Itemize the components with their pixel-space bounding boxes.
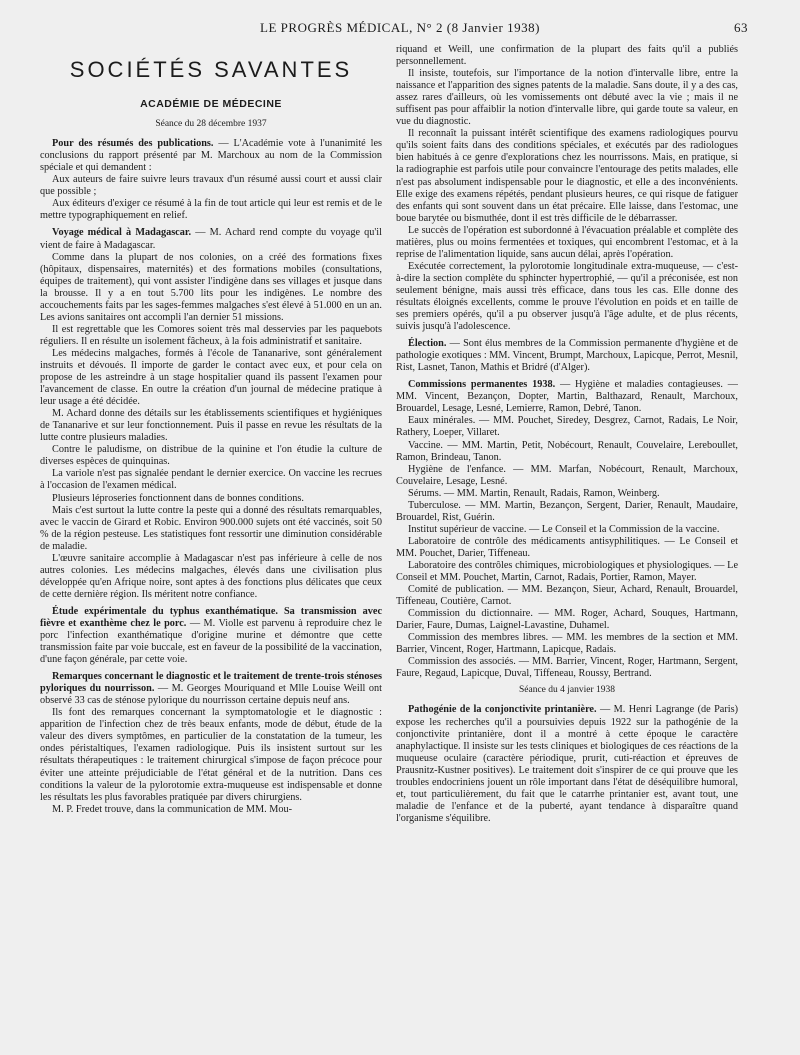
paragraph: Laboratoire de contrôle des médicaments antisyphilitiques. — Le Conseil et MM. Pouchet, Darier, Tiffeneau. (396, 535, 738, 559)
paragraph (396, 338, 738, 374)
item-heading: Voyage médical à Madagascar. (52, 227, 192, 239)
paragraph: Aux éditeurs d'exiger ce résumé à la fin de tout article qui leur est remis et de le mettre typographiquement en relief. (40, 198, 382, 222)
paragraph (40, 227, 382, 251)
paragraph (40, 138, 382, 174)
paragraph: La variole n'est pas signalée pendant le dernier exercice. On vaccine les recrues à l'occasion de l'examen médical. (40, 468, 382, 492)
paragraph: Commission des membres libres. — MM. les membres de la section et MM. Barrier, Vincent, Roger, Hartmann, Lapicque, Radais. (396, 632, 738, 656)
paragraph (40, 606, 382, 666)
paragraph: M. Achard donne des détails sur les établissements scientifiques et hygiéniques de Tananarive et sur leur fonctionnement. Puis il passe en revue les résultats de la lutte contre plusieurs maladies. (40, 408, 382, 444)
paragraph: Institut supérieur de vaccine. — Le Conseil et la Commission de la vaccine. (408, 523, 720, 535)
paragraph: Sérums. — MM. Martin, Renault, Radais, Ramon, Weinberg. (408, 487, 660, 499)
item-text: — M. Georges Mouriquand et Mlle Louise Weill ont observé 33 cas de sténose pylorique du nourrisson certaine depuis neuf ans. (40, 683, 382, 707)
paragraph: Le succès de l'opération est subordonné à l'évacuation préalable et complète des matières, plus ou moins fermentées et toxiques, qui encombrent l'estomac, et à la reprise de l'alimentation liquide, sans aucun délai, après l'opération. (396, 224, 738, 260)
paragraph: Les médecins malgaches, formés à l'école de Tananarive, sont généralement instruits et dévoués. Il importe de garder le contact avec eux, et pour cela on propose de les astreindre à un stage hospitalier quand ils passent l'examen pour l'avancement de classe. En outre la création d'un journal de médecine pratique à leur usage a été décidée. (40, 347, 382, 408)
item-heading: Élection. (408, 338, 447, 350)
paragraph: Contre le paludisme, on distribue de la quinine et l'on étudie la culture de diverses espèces de quinquinas. (40, 444, 382, 468)
paragraph: Comité de publication. — MM. Bezançon, Sieur, Achard, Renault, Brouardel, Tiffeneau, Coutière, Carnot. (396, 584, 738, 608)
paragraph (396, 704, 738, 824)
item-heading: Remarques concernant le diagnostic et le traitement de trente-trois sténoses pyloriques du nourrisson. (40, 671, 382, 695)
item-text: — L'Académie vote à l'unanimité les conclusions du rapport présenté par M. Marchoux au nom de la Commission spéciale et qui demandent : (40, 138, 382, 174)
item-heading: Commissions permanentes 1938. (408, 379, 556, 391)
paragraph: Commission du dictionnaire. — MM. Roger, Achard, Souques, Hartmann, Darier, Faure, Dumas, Laignel-Lavastine, Duhamel. (396, 608, 738, 632)
paragraph: riquand et Weill, une confirmation de la plupart des faits qu'il a publiés personnellement. (396, 44, 738, 68)
running-head (0, 20, 800, 38)
paragraph: Plusieurs léproseries fonctionnent dans de bonnes conditions. (52, 492, 304, 504)
paragraph: Ils font des remarques concernant la symptomatologie et le diagnostic : apparition de l'infection chez de très beaux enfants, mode de début, étude de la valeur des divers symptômes, en particulier de la constatation de la tumeur, les ondes péristaltiques, l'examen radiologique. Puis ils insistent surtout sur les résultats thérapeutiques : le traitement chirurgical s'impose de façon précoce pour éviter une atteinte préjudiciable de l'état général et de la nutrition. Dans ces conditions la valeur de la pylorotomie extra-muqueuse est indispensable et donne les résultats les plus favorables pratiquée par divers chirurgiens. (40, 707, 382, 803)
item-text: — M. Achard rend compte du voyage qu'il vient de faire à Madagascar. (40, 227, 382, 251)
paragraph: Hygiène de l'enfance. — MM. Marfan, Nobécourt, Renault, Marchoux, Couvelaire, Lesage, Lesné. (396, 463, 738, 487)
paragraph: Il insiste, toutefois, sur l'importance de la notion d'intervalle libre, entre la naissance et l'apparition des signes patents de la maladie. Sans doute, il y a des cas, assez rares d'ailleurs, où les vomissements ont débuté avec la vie ; mais il ne suffisent pas pour affaiblir la notion d'intervalle libre, qui garde toute sa valeur, en vue du diagnostic. (396, 68, 738, 128)
paragraph: Vaccine. — MM. Martin, Petit, Nobécourt, Renault, Couvelaire, Lereboullet, Ramon, Brindeau, Tanon. (396, 439, 738, 463)
paragraph (396, 379, 738, 415)
paragraph: Il est regrettable que les Comores soient très mal desservies par les paquebots réguliers. Il en résulte un isolement fâcheux, à la fois administratif et sanitaire. (40, 323, 382, 347)
paragraph: Laboratoire des contrôles chimiques, microbiologiques et physiologiques. — Le Conseil et MM. Pouchet, Martin, Carnot, Radais, Portier, Ramon, Mayer. (396, 559, 738, 584)
item-heading: Étude expérimentale du typhus exanthématique. Sa transmission avec fièvre et exanthème chez le porc. (40, 605, 382, 629)
paragraph: Eaux minérales. — MM. Pouchet, Siredey, Desgrez, Carnot, Radais, Le Noir, Rathery, Loeper, Villaret. (396, 415, 738, 439)
paragraph: L'œuvre sanitaire accomplie à Madagascar n'est pas inférieure à celle de nos autres colonies. Les médecins malgaches, élevés dans une civilisation plus développée qu'en Afrique noire, sont aptes à des fonctions plus délicates que ceux de cette dernière région. Ils méritent notre confiance. (40, 552, 382, 600)
paragraph: M. P. Fredet trouve, dans la communication de MM. Mou- (52, 803, 292, 815)
item-heading: Pour des résumés des publications. (52, 138, 214, 150)
right-column (396, 44, 738, 1044)
section-title: SOCIÉTÉS SAVANTES (69, 57, 353, 82)
left-column (40, 46, 382, 1046)
item-text: — Sont élus membres de la Commission permanente d'hygiène et de pathologie exotiques : MM. Vincent, Brumpt, Marchoux, Lapicque, Perrot, Mesnil, Rist, Lasnet, Tanon, Mathis et Bridré (d'Alger). (396, 338, 738, 374)
session-date: Séance du 4 janvier 1938 (518, 685, 616, 696)
item-text: — Hygiène et maladies contagieuses. — MM. Vincent, Bezançon, Dopter, Martin, Balthazard, Renault, Marchoux, Brouardel, Lesage, Lesné, Lemierre, Ramon, Debré, Tanon. (396, 379, 738, 415)
paragraph: Il reconnaît la puissant intérêt scientifique des examens radiologiques pourvu qu'ils soient faits dans des conditions spéciales, et exécutés par des radiologues bien habitués à ce genre d'explorations chez les nourrissons. Mais, en pratique, si la radiographie est parfois utile pour convaincre l'entourage des petits malades, elle n'est pas absolument indispensable pour le diagnostic, et elle a des inconvénients. Elle exige des examens répétés, pendant plusieurs heures, ce qui risque de fatiguer des enfants qui sont souvent dans un état précaire. Elle laisse, dans l'estomac, une boue barytée ou bismuthée, dont il est très difficile de le débarrasser. (396, 128, 738, 224)
academy-heading: ACADÉMIE DE MÉDECINE (140, 98, 282, 111)
item-text: — M. Violle est parvenu à reproduire chez le porc l'infection exanthématique d'origine murine et démontre que cette transmission faite par voie buccale, est en faveur de la possibilité de la vaccination, d'une façon générale, par cette voie. (40, 617, 382, 666)
page-number: 63 (734, 20, 748, 35)
paragraph (40, 671, 382, 707)
paragraph: Comme dans la plupart de nos colonies, on a créé des formations fixes (hôpitaux, dispensaires, maternités) et des formations mobiles (consultations, équipes de traitement), qui vont assister l'indigène dans ses villages et jusque dans la brousse. Il y a en tout 5.700 lits pour les indigènes. Le nombre des accouchements faits par les sages-femmes malgaches s'est élevé à 51.000 en un an. Les avions sanitaires ont accompli l'an dernier 51 missions. (40, 251, 382, 323)
paragraph: Exécutée correctement, la pylorotomie longitudinale extra-muqueuse, — c'est-à-dire la section complète du sphincter hypertrophié, — qu'il a préconisée, est non seulement bénigne, mais aussi très efficace, dans tous les cas. Elle donne des résultats éloignés excellents, comme le prouve l'évolution en poids et en taille de ses premiers opérés, qu'il a pu observer jusqu'à l'âge adulte, et de plus récents, suivis jusqu'à l'adolescence. (396, 260, 738, 333)
running-title: LE PROGRÈS MÉDICAL, N° 2 (8 Janvier 1938) (260, 20, 540, 35)
session-date: Séance du 28 décembre 1937 (155, 119, 267, 130)
paragraph: Aux auteurs de faire suivre leurs travaux d'un résumé aussi court et aussi clair que possible ; (40, 174, 382, 198)
item-heading: Pathogénie de la conjonctivite printanière. (408, 704, 597, 716)
paragraph: Mais c'est surtout la lutte contre la peste qui a donné des résultats remarquables, avec le vaccin de Girard et Robic. Environ 900.000 sujets ont été vaccinés, soit 50 % de la région pesteuse. Les statistiques font ressortir une diminution considérable de maladie. (40, 504, 382, 552)
paragraph: Tuberculose. — MM. Martin, Bezançon, Sergent, Darier, Renault, Maudaire, Brouardel, Rist, Guérin. (396, 499, 738, 523)
paragraph: Commission des associés. — MM. Barrier, Vincent, Roger, Hartmann, Sergent, Faure, Regaud, Lapicque, Duval, Tiffeneau, Roussy, Bertrand. (396, 656, 738, 680)
item-text: — M. Henri Lagrange (de Paris) expose les recherches qu'il a poursuivies depuis 1922 sur la pathogénie de la conjonctivite printanière, dont il a montré à cette époque le caractère anaphylactique. Il insiste sur les tests cliniques et biologiques de ces réactions de la muqueuse oculaire (caractère périodique, prurit, cuti-réaction et épreuves de Prausnitz-Kustner positives). Le traitement doit s'inspirer de ce qui prouve que les troubles endocriniens jouent un rôle important dans l'état de déséquilibre humoral, et, tout particulièrement, du fait que le catarrhe printanier est, avant tout, une maladie de l'enfance et de la puberté, ayant tendance à disparaître quand l'organisme s'équilibre. (396, 704, 738, 824)
